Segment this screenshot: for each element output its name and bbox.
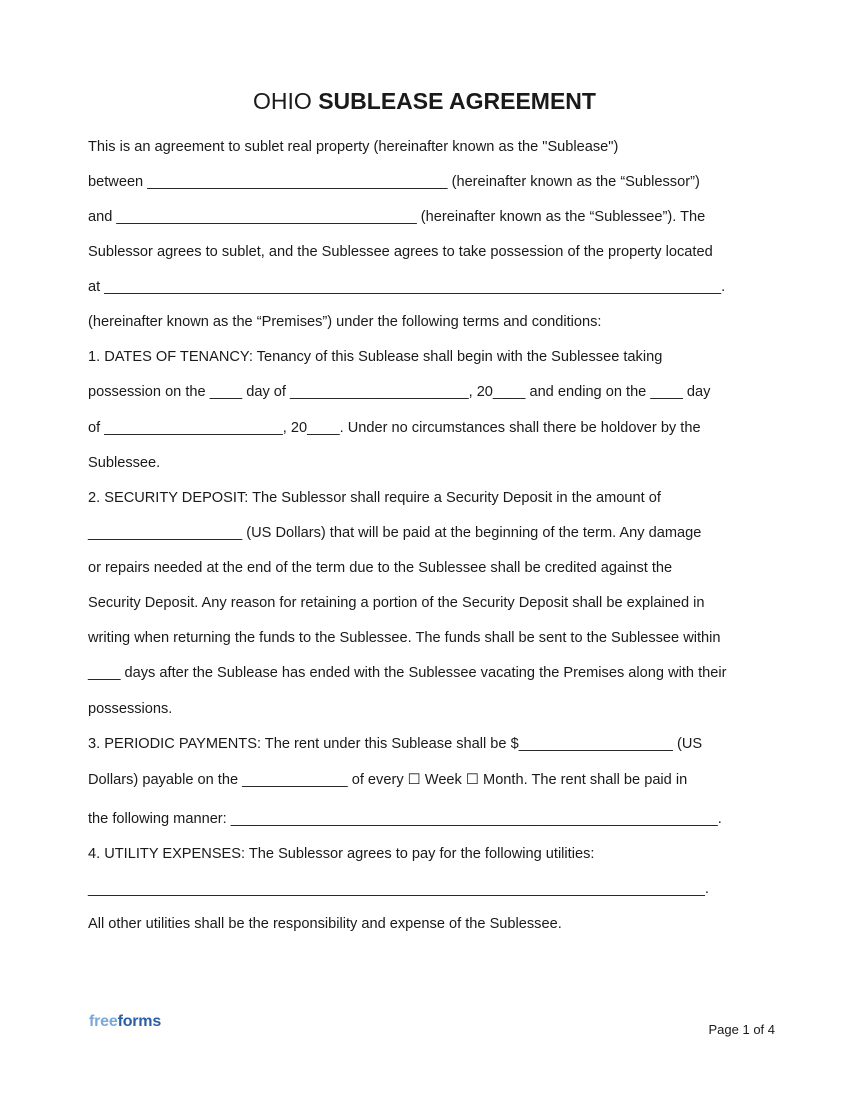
section-heading-dates-of-tenancy: 1. DATES OF TENANCY: Tenancy of this Sublease shall begin with the Sublessee taking xyxy=(88,349,663,365)
body-line: the following manner: ____________________________________________________________. xyxy=(88,811,722,827)
body-line: of ______________________, 20____. Under no circumstances shall there be holdover by the xyxy=(88,420,701,436)
logo-forms-text: forms xyxy=(117,1013,162,1030)
body-line: between _____________________________________ (hereinafter known as the “Sublessor”) xyxy=(88,174,700,190)
body-line: possession on the ____ day of ______________________, 20____ and ending on the ____ day xyxy=(88,384,711,400)
body-line: This is an agreement to sublet real property (hereinafter known as the "Sublease") xyxy=(88,139,619,155)
body-line: possessions. xyxy=(88,701,173,717)
page-number: Page 1 of 4 xyxy=(708,1022,775,1037)
body-line: All other utilities shall be the responsibility and expense of the Sublessee. xyxy=(88,916,562,932)
body-line: Security Deposit. Any reason for retaining a portion of the Security Deposit shall be explained in xyxy=(88,595,705,611)
body-line: Dollars) payable on the _____________ of every ☐ Week ☐ Month. The rent shall be paid in xyxy=(88,772,688,788)
title-main: SUBLEASE AGREEMENT xyxy=(318,88,596,114)
body-line: (hereinafter known as the “Premises”) under the following terms and conditions: xyxy=(88,314,602,330)
section-heading-security-deposit: 2. SECURITY DEPOSIT: The Sublessor shall require a Security Deposit in the amount of xyxy=(88,490,661,506)
body-line: ____ days after the Sublease has ended with the Sublessee vacating the Premises along with their xyxy=(88,665,727,681)
body-line: or repairs needed at the end of the term due to the Sublessee shall be credited against the xyxy=(88,560,673,576)
logo-free-text: free xyxy=(89,1013,118,1030)
section-heading-periodic-payments: 3. PERIODIC PAYMENTS: The rent under this Sublease shall be $___________________ (US xyxy=(88,736,703,752)
section-heading-utility-expenses: 4. UTILITY EXPENSES: The Sublessor agrees to pay for the following utilities: xyxy=(88,846,595,862)
body-line: and _____________________________________ (hereinafter known as the “Sublessee”). The xyxy=(88,209,706,225)
body-line: ___________________ (US Dollars) that will be paid at the beginning of the term. Any damage xyxy=(88,525,702,541)
body-line: Sublessee. xyxy=(88,455,161,471)
body-line: Sublessor agrees to sublet, and the Sublessee agrees to take possession of the property located xyxy=(88,244,713,260)
freeforms-logo xyxy=(89,1011,161,1033)
document-title xyxy=(0,86,849,116)
title-state: OHIO xyxy=(253,88,319,114)
body-line: ____________________________________________________________________________. xyxy=(88,881,709,897)
body-line: writing when returning the funds to the Sublessee. The funds shall be sent to the Sublessee within xyxy=(88,630,721,646)
body-line: at ____________________________________________________________________________. xyxy=(88,279,726,295)
